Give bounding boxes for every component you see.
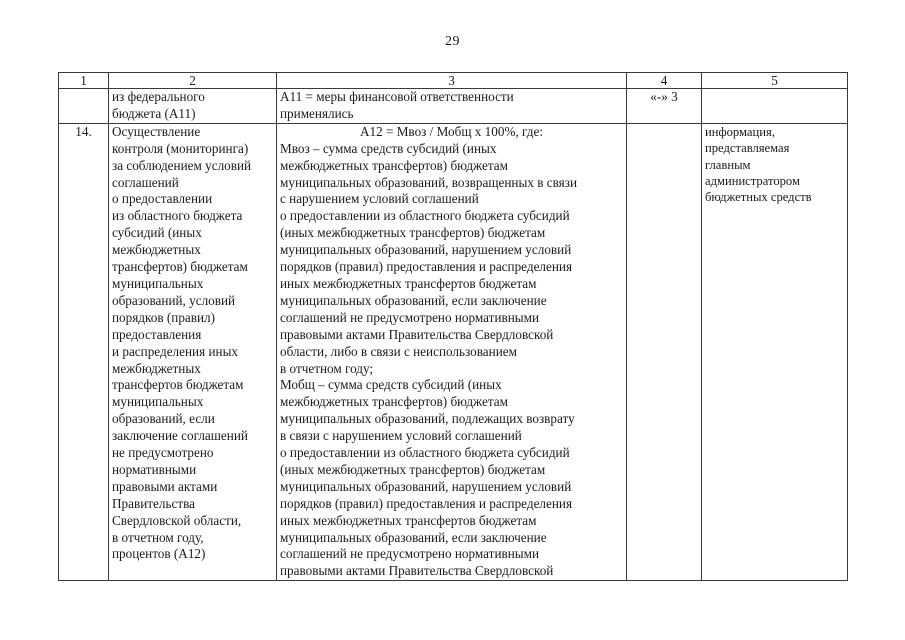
text-line: муниципальных <box>112 394 204 410</box>
text-line: главным <box>705 157 751 172</box>
table-row-14 <box>59 123 848 580</box>
text-line: области, либо в связи с неиспользованием <box>280 343 517 359</box>
text-line: межбюджетных трансфертов) бюджетам <box>280 394 508 410</box>
text-line: порядков (правил) предоставления и распределения <box>280 495 573 511</box>
text-line: муниципальных образований, подлежащих возврату <box>280 411 575 427</box>
row-14-number: 14. <box>59 123 109 580</box>
header-col-2: 2 <box>109 73 277 89</box>
text-line: (иных межбюджетных трансфертов) бюджетам <box>280 461 546 477</box>
text-line: бюджета (А11) <box>112 105 196 121</box>
text-line: муниципальных образований, если заключение <box>280 529 547 545</box>
text-line: порядков (правил) <box>112 309 216 325</box>
text-line: в отчетном году; <box>280 360 374 376</box>
text-line: применялись <box>280 105 354 121</box>
text-line: соглашений не предусмотрено нормативными <box>280 309 540 325</box>
text-line: порядков (правил) предоставления и распределения <box>280 259 573 275</box>
text-line: администратором <box>705 174 800 189</box>
text-line: правовыми актами Правительства Свердловской <box>280 563 554 579</box>
text-line: муниципальных <box>112 275 204 291</box>
text-line: в связи с нарушением условий соглашений <box>280 428 522 444</box>
text-line: за соблюдением условий <box>112 157 252 173</box>
row-14-score <box>627 123 702 580</box>
row-a11-score <box>627 89 702 124</box>
indicator-table <box>58 72 848 581</box>
text-line: межбюджетных <box>112 242 201 258</box>
text-line: правовыми актами Правительства Свердловской <box>280 326 554 342</box>
text-line: соглашений <box>112 174 179 190</box>
text-line: правовыми актами <box>112 478 218 494</box>
text-line: муниципальных образований, если заключение <box>280 292 547 308</box>
text-line: муниципальных образований, нарушением условий <box>280 478 572 494</box>
text-line: не предусмотрено <box>112 445 214 461</box>
text-line: А11 = меры финансовой ответственности <box>280 89 514 104</box>
row-14-source <box>702 123 848 580</box>
text-line: представляемая <box>705 141 790 156</box>
text-line: трансфертов) бюджетам <box>112 259 248 275</box>
text-line: муниципальных образований, нарушением условий <box>280 242 572 258</box>
header-col-5: 5 <box>702 73 848 89</box>
text-line: о предоставлении <box>112 191 213 207</box>
table-header-row <box>59 73 848 89</box>
text-line: межбюджетных трансфертов) бюджетам <box>280 157 508 173</box>
text-line: из федерального <box>112 89 205 104</box>
row-a11-indicator <box>109 89 277 124</box>
text-line: трансфертов бюджетам <box>112 377 244 393</box>
text-line: Правительства <box>112 495 195 511</box>
text-line: с нарушением условий соглашений <box>280 191 479 207</box>
text-line: бюджетных средств <box>705 190 812 205</box>
text-line: Осуществление <box>112 123 201 139</box>
text-line: субсидий (иных <box>112 225 202 241</box>
text-line: иных межбюджетных трансфертов бюджетам <box>280 275 537 291</box>
row-14-indicator <box>109 123 277 580</box>
text-line: нормативными <box>112 461 197 477</box>
text-line: информация, <box>705 124 775 139</box>
text-line: заключение соглашений <box>112 428 248 444</box>
row-a11-source <box>702 89 848 124</box>
row-a11-formula <box>277 89 627 124</box>
text-line: муниципальных образований, возвращенных в связи <box>280 174 577 190</box>
row-a11-number <box>59 89 109 124</box>
header-col-1: 1 <box>59 73 109 89</box>
text-line: Мобщ – сумма средств субсидий (иных <box>280 377 502 393</box>
table-row-a11 <box>59 89 848 124</box>
text-line: Свердловской области, <box>112 512 242 528</box>
page-number: 29 <box>445 34 460 49</box>
text-line: о предоставлении из областного бюджета субсидий <box>280 445 570 461</box>
text-line: соглашений не предусмотрено нормативными <box>280 546 540 562</box>
text-line: (иных межбюджетных трансфертов) бюджетам <box>280 225 546 241</box>
header-col-3: 3 <box>277 73 627 89</box>
header-col-4: 4 <box>627 73 702 89</box>
text-line: в отчетном году, <box>112 529 204 545</box>
text-line: предоставления <box>112 326 202 342</box>
score-value: «-» 3 <box>650 89 678 104</box>
text-line: образований, условий <box>112 292 236 308</box>
text-line: процентов (А12) <box>112 546 206 562</box>
formula-line: А12 = Мвоз / Мобщ х 100%, где: <box>359 123 544 139</box>
text-line: о предоставлении из областного бюджета субсидий <box>280 208 570 224</box>
text-line: контроля (мониторинга) <box>112 140 249 156</box>
text-line: иных межбюджетных трансфертов бюджетам <box>280 512 537 528</box>
text-line: образований, если <box>112 411 215 427</box>
text-line: и распределения иных <box>112 343 239 359</box>
text-line: межбюджетных <box>112 360 201 376</box>
text-line: Мвоз – сумма средств субсидий (иных <box>280 140 497 156</box>
text-line: из областного бюджета <box>112 208 243 224</box>
row-14-formula <box>277 123 627 580</box>
